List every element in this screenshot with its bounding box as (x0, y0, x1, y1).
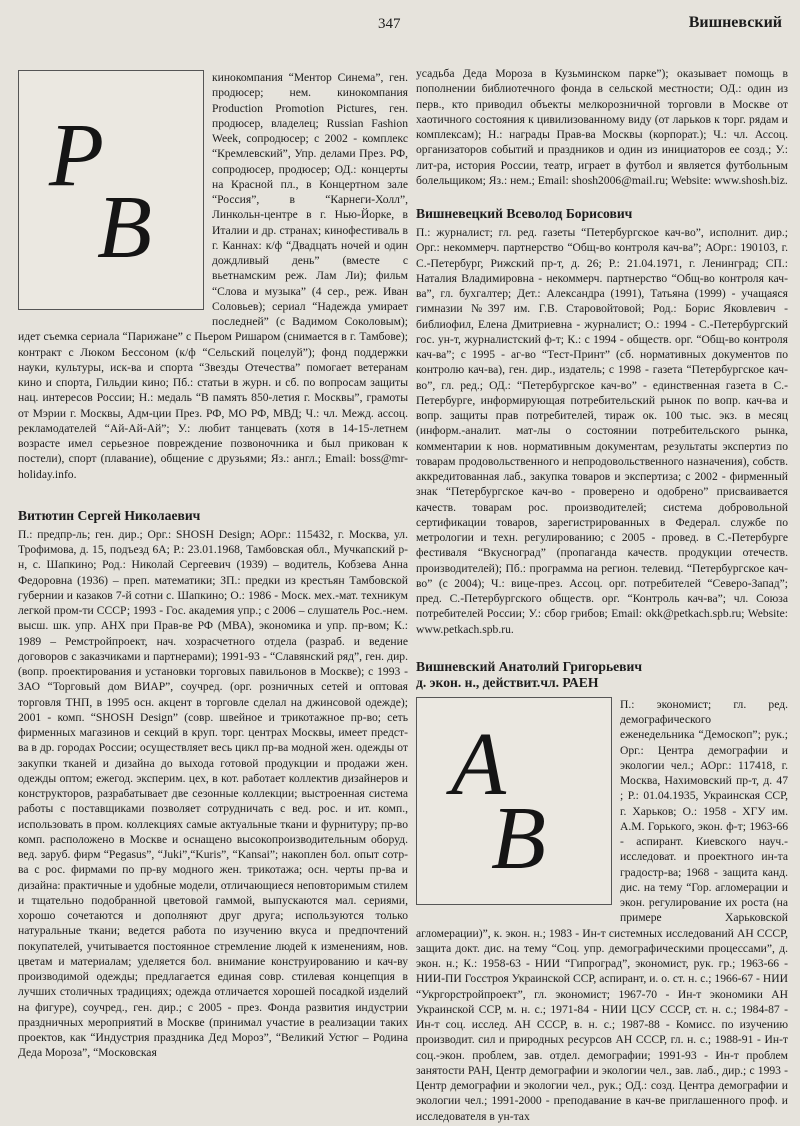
entry-text-vityutin-cont: усадьба Деда Мороза в Кузьминском парке”); оказывает помощь в пополнении библиотечного фонда в сельской местности; ОД.: один из перв., кто приводил объекты мелкорозничной торговли в Москве от хаотичного состояния к цивилизованному виду (от ларьков к торг. рядам и комплексам); Н.: награды Прав-ва Москвы (корпорат.); Ч.: чл. Ассоц. организаторов событий и праздников и один из инициаторов ее созд.; У.: лит-ра, история России, театр, играет в футбол и является футбольным болельщиком; Яз.: нем.; Email: shosh2006@mail.ru; Website: www.shosh.biz. (416, 67, 788, 187)
portrait-placeholder-ab (416, 697, 612, 905)
entry-name-vishnevetsky: Вишневецкий Всеволод Борисович (416, 206, 633, 221)
left-column (18, 70, 408, 1061)
entry-name-vityutin: Витютин Сергей Николаевич (18, 507, 201, 523)
entry-name-vishnevsky: Вишневский Анатолий Григорьевич (416, 658, 643, 674)
entry-text-vishnevsky: П.: экономист; гл. ред. демографического еженедельника “Демоскоп”; рук.; Орг.: Центра демографии и экологии чел.; АОрг.: 117418, г. Москва, Нахимовский пр-т, д. 47 ; Р.: 01.04.1935, Украинская ССР, г. Харьков; О.: 1958 - ХГУ им. А.М. Горького, экон. ф-т; 1963-66 - аспирант. Киевского науч.-исследоват. и проектного ин-та градостр-ва; 1968 - защита канд. дис. на тему “Гор. агломерации и экон. регулирование их роста (на примере Харьковской агломерации)”, к. экон. н.; 1983 - Ин-т системных исследований АН СССР, защита докт. дис. на тему “Соц. упр. демографическими процессами”, д. экон. н.; К.: 1958-63 - НИИ “Гипроград”, экономист, рук. гр.; 1963-66 - НИИ-ПИ Госстроя Украинской ССР, аспирант, и. о. ст. н. с.; 1966-67 - НИИ “Укргорстройпроект”, гл. экономист; 1967-70 - Ин-т экономики АН Украинской ССР, м. н. с.; 1971-84 - НИИ ЦСУ СССР, ст. н. с.; 1984-87 - Ин-т соц. исслед. АН СССР, в. н. с.; 1987-88 - Комисс. по изучению производит. сил и природных ресурсов АН СССР, гл. н. с.; 1988-91 - Ин-т соц.-экон. проблем, зав. отдел. демографии; 1991-93 - Ин-т проблем занятости РАН, Центр демографии и экологии чел., зав. лаб., дир.; с 1993 - Центр демографии и экологии чел., рук.; ОД.: созд. Центра демографии и экологии чел.; 1991-2000 - преподавание в кач-ве приглашенного проф. и исследователя в ун-тах (416, 697, 788, 1123)
entry-text-vityutin: П.: предпр-ль; ген. дир.; Орг.: SHOSH Design; АОрг.: 115432, г. Москва, ул. Трофимова, д. 15, подъезд 6А; Р.: 23.01.1968, Тамбовская обл., Мучкапский р-н, с. Шапкино; Род.: Николай Сергеевич (1939) – водитель, Кобзева Анна Федоровна (1936) – преп. математики; ЗП.: предки из крестьян Тамбовской губернии и казаков 7-й сотни с. Шапкино; О.: 1986 - Моск. мех.-мат. техникум легкой пром-ти СССР; 1993 - Гос. академия упр.; с 2006 – слушатель Рос.-нем. высш. шк. упр. АНХ при Прав-ве РФ (МВА), экономика и упр. пр-вом; К.: 1989 – Ремстройпроект, нач. хозрасчетного отдела (разраб. и ведение договоров с заказчиками и партнерами); 1991-93 - “Славянский ряд”, ген. дир. (вопр. проектирования и установки торговых павильонов в Москве); с 1993 - ЗАО “Торговый дом ВИАР”, соучред. (орг. розничных сетей и оптовая торговля ТНП, в 1995 осн. акцент в торговле сделал на джинсовой одежде); 2001 - комп. “SHOSH Design” (совр. швейное и трикотажное пр-во; сеть фирменных магазинов и секций в круп. торг. центрах Москвы, имеет предст-ва в др. городах России; осуществляет весь цикл пр-ва модной жен. одежды от закупки тканей и дизайна до выхода готовой продукции и продажи жен. одежды оптом; ежегод. эксперим. цех, в кот. работает коллектив дизайнеров и конструкторов, разрабатывает две сезонные коллекции; выстроенная система работы с поставщиками позволяет сотрудничать с вед. рос. и ит. комп., использовать в пром. коллекциях самые актуальные ткани и фурнитуру; пр-во комп. расположено в Москве и оснащено высокопроизводительным оборуд. вед. заруб. фирм “Pegasus”, “Juki”,“Kuris”, “Kansai”; накоплен бол. опыт сотр-ва с рос. фирмами по пр-ву модного жен. трикотажа; осн. черты пр-ва и дизайна: практичные и удобные модели, отличающиеся неповторимым стилем и тщательно подобранной цветовой гаммой, выпускаются мал. сериями, хорошо сочетаются и дополняют друг друга; используются только натуральные ткани; ведется работа по изучению вкуса и предпочтений покупателей, учитывается постоянное стремление людей к изменениям, нов. цветам и материалам; уделяется бол. внимание конструированию и кач-ву производимой одежды; предлагается единая совр. стилевая концепция в лучших столичных традициях; одежда отличается хорошей посадкой изделий на фигуре), соучред., ген. дир.; с 2005 - през. Фонда развития индустрии праздничных мероприятий в Москве (принимал участие в реализации таких проектов, как “Индустрия праздника Дед Мороз”, “Великий Устюг – Родина Деда Мороза”, “Московская (18, 527, 408, 1060)
page-number: 347 (378, 16, 401, 32)
initial-b2: B (491, 788, 546, 888)
entry-text-continued: кинокомпания “Ментор Синема”, ген. продюсер; нем. кинокомпания Production Promotion Pictures, ген. продюсер, владелец; Russian Fashion Week, сопродюсер; с 2002 - комплекс “Кремлевский”, Упр. делами През. РФ, сопродюсер, продюсер; ОД.: концерты на Красной пл., в Концертном зале “Россия”, в “Карнеги-Холл”, Линкольн-центре в г. Нью-Йорке, в Италии и др. странах; кинофестиваль в г. Каннах: к/ф “Двадцать ночей и один дождливый день” (вместе с вьетнамским реж. Лам Ли); фильм “Слова и музыка” (4 сер., реж. Иван Соловьев); сериал “Надежда умирает последней” (с Вадимом Соколовым); идет съемка сериала “Парижане” с Пьером Ришаром (снимается в г. Тамбове); контракт с Люком Бессоном (к/ф “Сельский поцелуй”); фонд поддержки науки, культуры, иск-ва и спорта “Звезды Отечества” помогает ветеранам кино и спорта, Гильдии кино; Пб.: статьи в журн. и сб. по вопросам защиты нац. интересов России; Н.: медаль “В память 850-летия г. Москвы”, грамоты от Мэрии г. Москвы, Адм-ции През. РФ, МО РФ, МВД; Ч.: чл. Межд. ассоц. рекламодателей “Ай-Ай-Ай”; У.: любит танцевать (хотя в 14-15-летнем возрасте имел серьезное повреждение позвоночника и был прикован к постели), спорт (плавание), общение с друзьями; Яз.: англ.; Email: boss@mr-holiday.info. (18, 71, 408, 481)
initial-b: B (97, 178, 152, 277)
initial-p: P (49, 106, 104, 205)
initial-a: A (451, 714, 506, 814)
entry-text-vishnevetsky: П.: журналист; гл. ред. газеты “Петербургское кач-во”, исполнит. дир.; Орг.: некоммерч. партнерство “Общ-во контроля кач-ва”; АОрг.: 190103, г. С.-Петербург, Рижский пр-т, д. 26; Р.: 21.04.1971, г. Ленинград; СП.: Наталия Владимировна - некоммерч. партнерство “Общ-во контроля кач-ва”, гл. бухгалтер; Дет.: Александра (1991), Татьяна (1999) - учащаяся гимназии №397 им. Г.В. Старовойтовой; Род.: Борис Яковлевич - библиофил, Елена Дмитриевна - журналист; О.: 1994 - С.-Петербургский гос. ун-т, журналистский ф-т; К.: с 1994 - обществ. орг. “Общ-во контроля кач-ва”; с 1995 - аг-во “Тест-Принт” (сб. нормативных документов по контролю кач-ва), ген. дир., издатель; с 1998 - газета “Петербургское кач-во”, гл. ред.; ОД.: “Петербургское кач-во” - единственная газета в С.-Петербурге, информирующая потребительский рынок по вопр. кач-ва и вопр. защиты прав потребителей, тираж ок. 100 тыс. экз. в месяц (информ.-аналит. мат-лы о состоянии потребительского рынка, комментарии к нов. нормативным документам, результаты экспертиз по товарам продовольственного и непродовольственного назначения), собств. аккредитованная лаб., закупка товаров и экспертиза; с 2002 - фирменный знак “Петербургское кач-во - проверено и одобрено” присваивается качеств. товарам рос. производителей; система добровольной сертификации товаров, зарегистрированных в Федерал. службе по метрологии и техн. регулированию; с 2005 - провед. в С.-Петербурге фестиваля “Вкусноград” (пропаганда качеств. продукции отечеств. производителей); Пб.: программа на регион. телевид. “Петербургское кач-во” (с 2004); Ч.: вице-през. Ассоц. орг. потребителей “Северо-Запад”; пред. С.-Петербургского обществ. орг. “Контроль кач-ва”; чл. Союза потребителей России; У.: сбор грибов; Email: okk@petkach.spb.ru; Website: www.petkach.spb.ru. (416, 226, 788, 636)
entry-title-vishnevsky: д. экон. н., действит.чл. РАЕН (416, 674, 599, 690)
running-head: Вишневский (688, 14, 782, 31)
right-column (416, 66, 788, 1124)
portrait-placeholder-pb (18, 70, 204, 310)
